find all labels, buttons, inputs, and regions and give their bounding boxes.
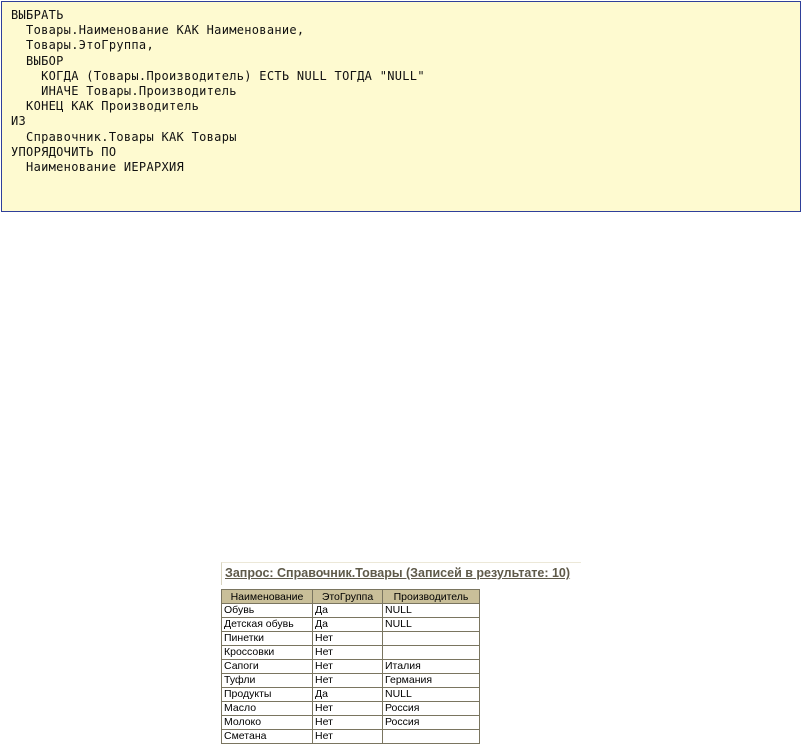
cell-name: Продукты (222, 688, 313, 702)
result-title-link[interactable]: Запрос: Справочник.Товары (Записей в результате: 10) (221, 562, 581, 585)
cell-manufacturer (383, 646, 480, 660)
code-line: Справочник.Товары КАК Товары (11, 129, 237, 144)
cell-manufacturer: Россия (383, 702, 480, 716)
table-header-row (222, 590, 480, 604)
cell-manufacturer: Италия (383, 660, 480, 674)
cell-manufacturer (383, 730, 480, 744)
cell-is-group: Нет (313, 702, 383, 716)
query-code-box (1, 1, 801, 212)
column-header-name[interactable]: Наименование (222, 590, 313, 604)
table-row[interactable] (222, 688, 480, 702)
table-row[interactable] (222, 646, 480, 660)
code-line: ВЫБОР (11, 53, 64, 68)
code-line: КОНЕЦ КАК Производитель (11, 99, 200, 114)
cell-is-group: Нет (313, 646, 383, 660)
result-table (221, 589, 480, 744)
code-line: ИНАЧЕ Товары.Производитель (11, 84, 237, 99)
table-row[interactable] (222, 618, 480, 632)
column-header-is-group[interactable]: ЭтоГруппа (313, 590, 383, 604)
cell-is-group: Да (313, 618, 383, 632)
cell-manufacturer: NULL (383, 688, 480, 702)
table-row[interactable] (222, 632, 480, 646)
query-result-panel (221, 562, 581, 744)
code-line: ВЫБРАТЬ (11, 8, 64, 22)
cell-name: Туфли (222, 674, 313, 688)
cell-manufacturer: NULL (383, 618, 480, 632)
cell-is-group: Да (313, 688, 383, 702)
cell-is-group: Нет (313, 716, 383, 730)
cell-name: Молоко (222, 716, 313, 730)
cell-is-group: Нет (313, 632, 383, 646)
code-line: КОГДА (Товары.Производитель) ЕСТЬ NULL ТОГДА "NULL" (11, 68, 425, 83)
cell-is-group: Нет (313, 674, 383, 688)
table-row[interactable] (222, 716, 480, 730)
table-row[interactable] (222, 660, 480, 674)
code-line: УПОРЯДОЧИТЬ ПО (11, 144, 117, 159)
cell-name: Кроссовки (222, 646, 313, 660)
code-line: ИЗ (11, 114, 27, 129)
cell-manufacturer: Германия (383, 674, 480, 688)
table-row[interactable] (222, 604, 480, 618)
code-line: Товары.Наименование КАК Наименование, (11, 23, 305, 38)
cell-name: Пинетки (222, 632, 313, 646)
column-header-manufacturer[interactable]: Производитель (383, 590, 480, 604)
code-line: Товары.ЭтоГруппа, (11, 38, 154, 53)
cell-name: Масло (222, 702, 313, 716)
table-row[interactable] (222, 674, 480, 688)
table-row[interactable] (222, 702, 480, 716)
table-row[interactable] (222, 730, 480, 744)
cell-manufacturer: Россия (383, 716, 480, 730)
cell-name: Детская обувь (222, 618, 313, 632)
cell-name: Обувь (222, 604, 313, 618)
cell-manufacturer: NULL (383, 604, 480, 618)
cell-is-group: Да (313, 604, 383, 618)
cell-name: Сапоги (222, 660, 313, 674)
cell-is-group: Нет (313, 660, 383, 674)
cell-name: Сметана (222, 730, 313, 744)
cell-manufacturer (383, 632, 480, 646)
cell-is-group: Нет (313, 730, 383, 744)
code-line: Наименование ИЕРАРХИЯ (11, 160, 185, 175)
